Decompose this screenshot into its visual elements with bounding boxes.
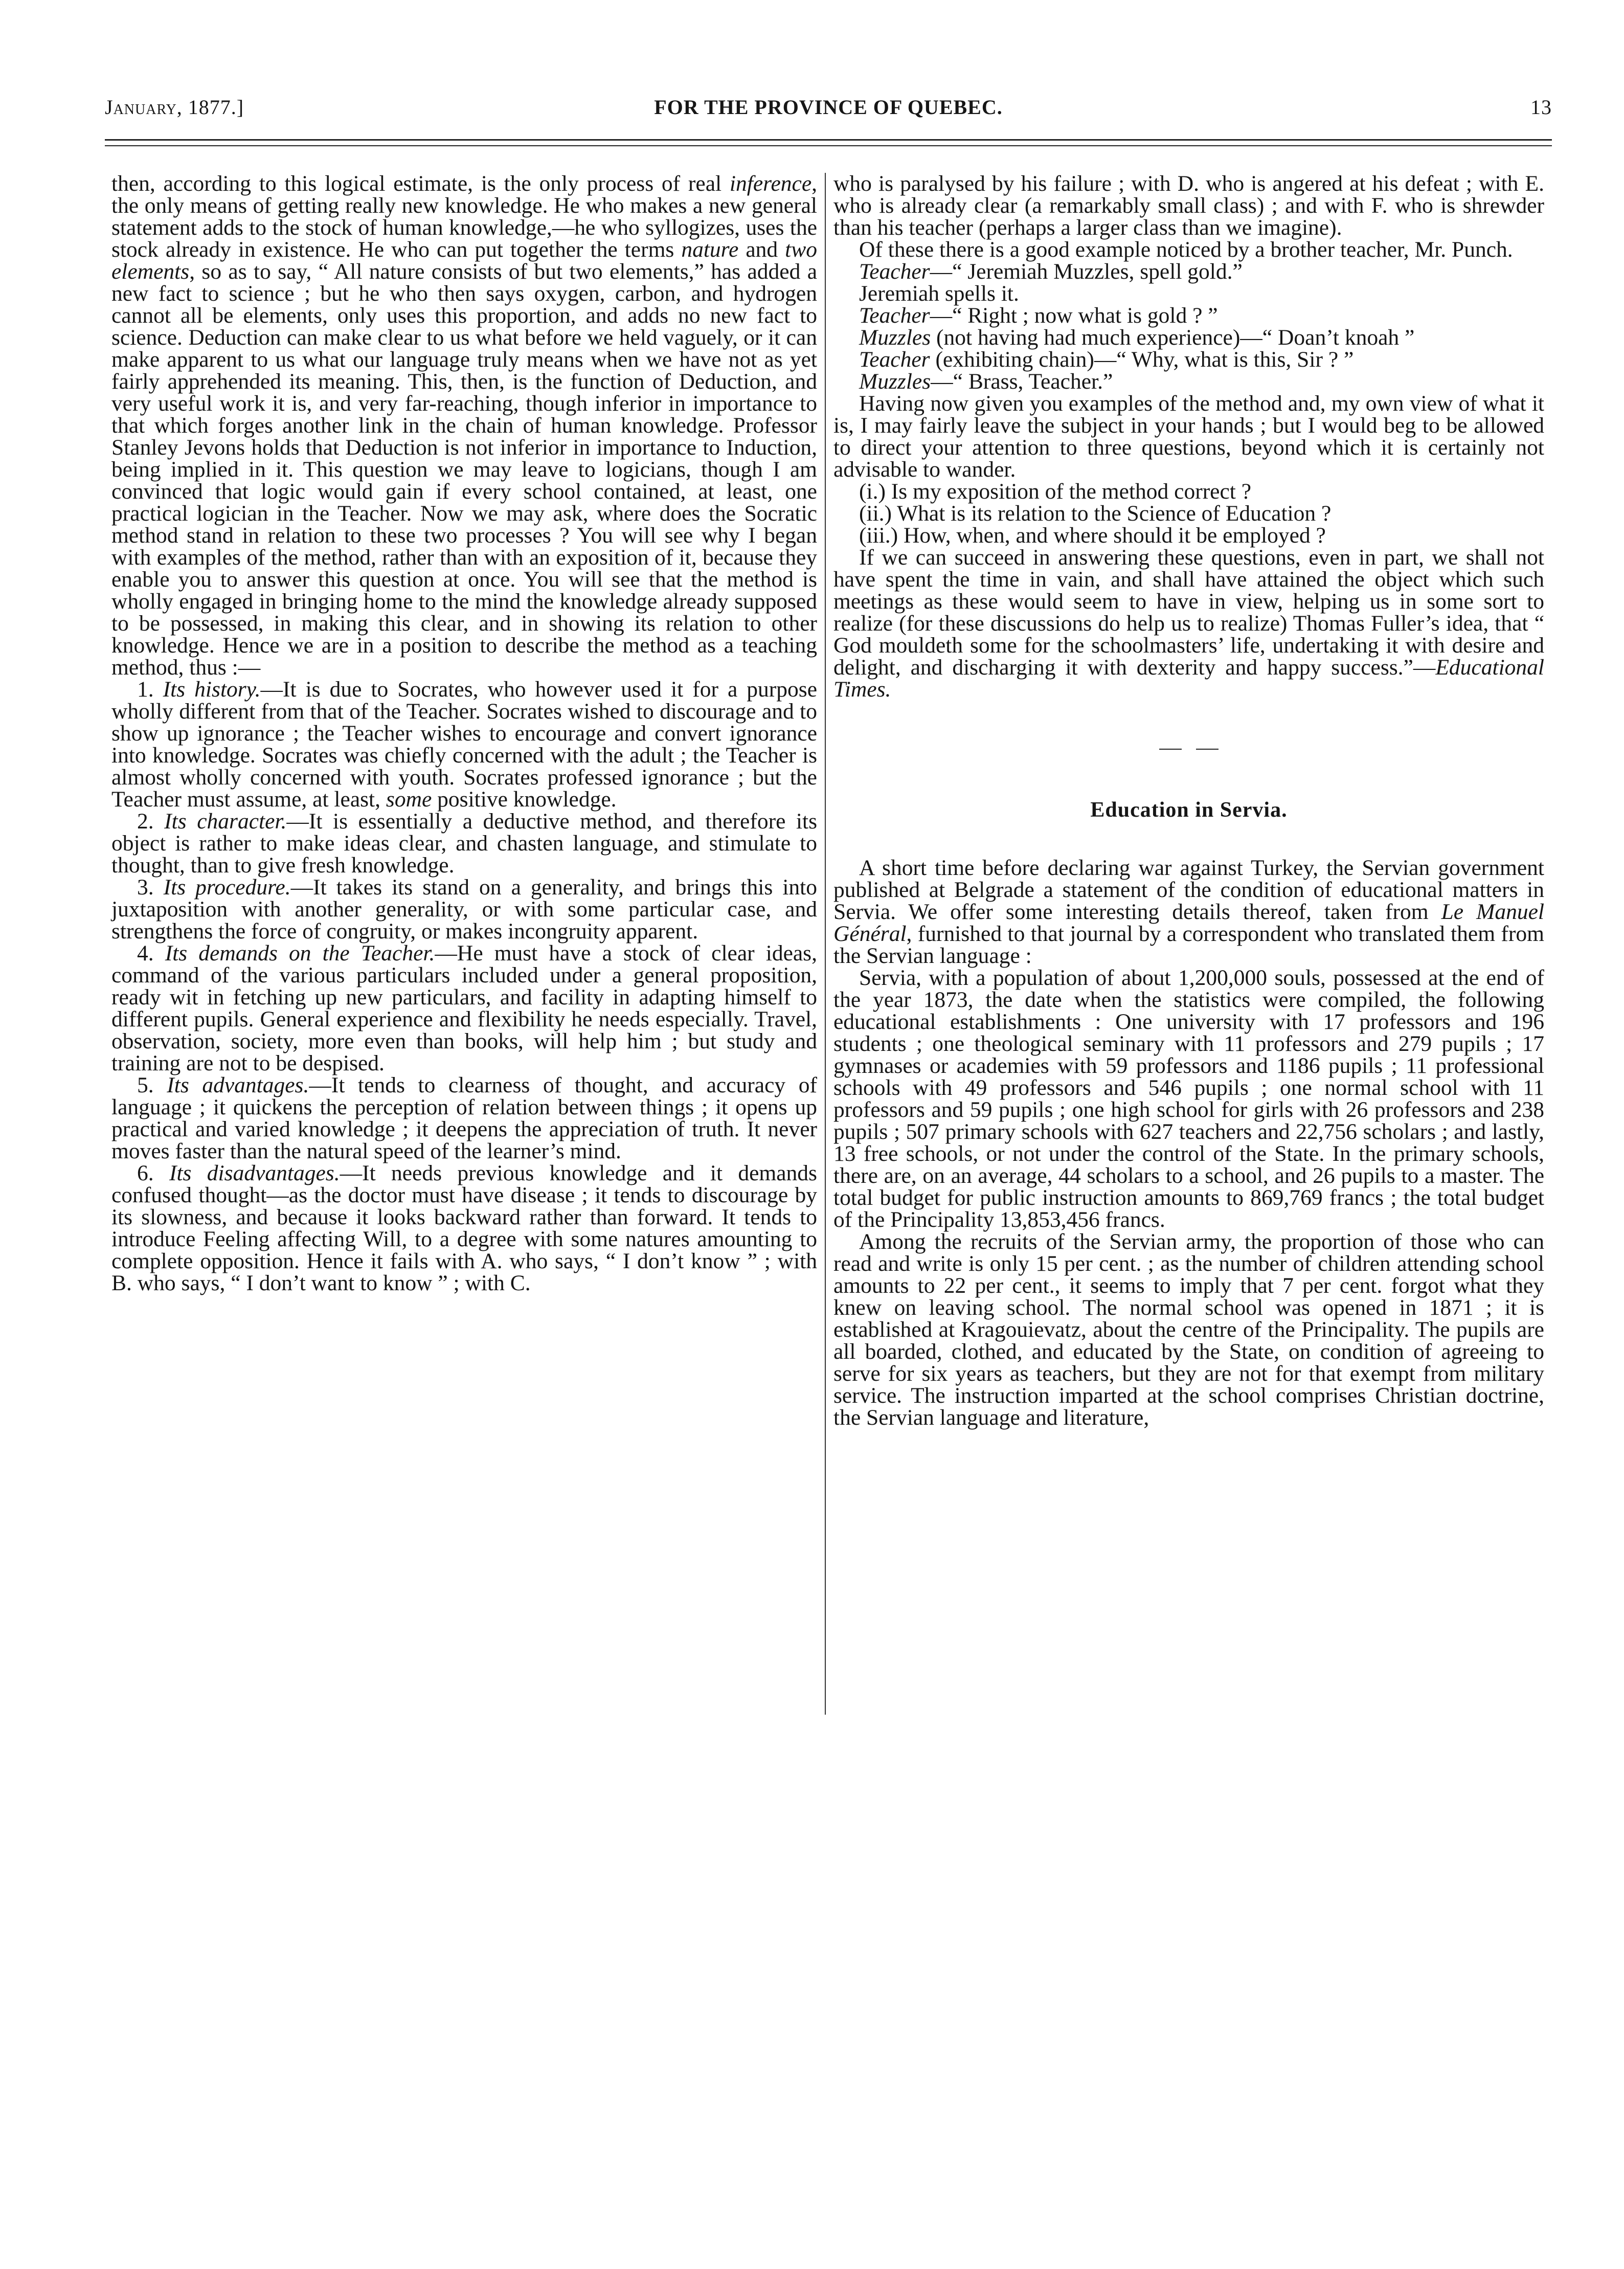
question-item: (ii.) What is its relation to the Science of Education ? [859,501,1332,526]
page-header [105,92,1552,123]
list-item: 4. Its demands on the Teacher.—He must have a stock of clear ideas, command of the various particulars included under a general proposition, ready wit in fetching up new particulars, and facility in adapting himself to different pupils. General experience and flexibility he needs especially. Travel, observation, society, more even than books, will help him ; but study and training are not to be despised. [111,941,817,1075]
list-item: 1. Its history.—It is due to Socrates, who however used it for a purpose wholly different from that of the Teacher. Socrates wished to discourage and to show up ignorance ; the Teacher wishes to encourage and convert ignorance into knowledge. Socrates was chiefly concerned with the adult ; the Teacher is almost wholly concerned with youth. Socrates professed ignorance ; but the Teacher must assume, at least, some positive knowledge. [111,677,818,812]
dialog-line: Teacher—“ Right ; now what is gold ? ” [859,303,1218,328]
dialog-line: Teacher—“ Jeremiah Muzzles, spell gold.” [859,259,1243,284]
header-date: January, 1877.] [105,96,244,119]
dialog-line: Teacher (exhibiting chain)—“ Why, what is this, Sir ? ” [859,347,1354,372]
paragraph: then, according to this logical estimate, is the only process of real inference, the only means of getting really new knowledge. He who makes a new general statement adds to the stock of human knowledge,—he who syllogizes, uses the stock already in existence. He who can put together the terms nature and two elements, so as to say, “ All nature consists of but two elements,” has added a new fact to science ; but he who then says oxygen, carbon, and hydrogen cannot all be elements, only uses this proportion, and adds no new fact to science. Deduction can make clear to us what before we held vaguely, or it can make apparent to us what our language truly means when we have not as yet fairly apprehended its meaning. This, then, is the function of Deduction, and very useful work it is, and very far-reaching, though inferior in importance to that which forges another link in the chain of human knowledge. Professor Stanley Jevons holds that Deduction is not inferior in importance to Induction, being implied in it. This question we may leave to logicians, though I am convinced that logic would gain if every school contained, at least, one practical logician in the Teacher. Now we may ask, where does the Socratic method stand in relation to these two processes ? You will see why I began with examples of the method, rather than with an exposition of it, because they enable you to answer this question at once. You will see that the method is wholly engaged in bringing home to the mind the knowledge already supposed to be possessed, in making this clear, and in showing its relation to other knowledge. Hence we are in a position to describe the method as a teaching method, thus :— [111,171,817,680]
question-item: (iii.) How, when, and where should it be employed ? [859,523,1326,548]
method-list [111,679,817,1294]
header-rule [105,139,1552,141]
paragraph: who is paralysed by his failure ; with D. who is angered at his defeat ; with E. who is already clear (a remarkably small class) ; and with F. who is shrewder than his teacher (perhaps a larger class than we imagine). [833,171,1544,240]
section-separator [833,736,1544,758]
paragraph: A short time before declaring war against Turkey, the Servian government published at Belgrade a statement of the condition of educational matters in Servia. We offer some interesting details thereof, taken from Le Manuel Général, furnished to that journal by a correspondent who translated them from the Servian language : [833,856,1544,968]
header-title: FOR THE PROVINCE OF QUEBEC. [654,96,1003,119]
dialog-line: Muzzles—“ Brass, Teacher.” [859,369,1113,394]
question-item: (i.) Is my exposition of the method correct ? [859,479,1252,504]
paragraph: If we can succeed in answering these questions, even in part, we shall not have spent the time in vain, and shall have attained the object which such meetings as these would seem to have in view, helping us in some sort to realize (for these discussions do help us to realize) Thomas Fuller’s idea, that “ God mouldeth some for the schoolmasters’ life, undertaking it with desire and delight, and discharging it with dexterity and happy success.”—Educational Times. [833,545,1544,702]
list-item: 2. Its character.—It is essentially a deductive method, and therefore its object is rather to make ideas clear, and chasten language, and stimulate to thought, than to give fresh knowledge. [111,809,818,878]
paragraph: Among the recruits of the Servian army, the proportion of those who can read and write is only 15 per cent. ; as the number of children attending school amounts to 22 per cent., it seems to imply that 7 per cent. forgot what they knew on leaving school. The normal school was opened in 1871 ; it is established at Kragouievatz, about the centre of the Principality. The pupils are all boarded, clothed, and educated by the State, on condition of agreeing to serve for six years as teachers, but they are not for that exempt from military service. The instruction imparted at the school comprises Christian doctrine, the Servian language and literature, [833,1229,1544,1430]
dialog-line: Muzzles (not having had much experience)—“ Doan’t knoah ” [859,325,1415,350]
list-item: 3. Its procedure.—It takes its stand on a generality, and brings this into juxtaposition with another generality, or with some particular case, and strengthens the force of congruity, or makes incongruity apparent. [111,875,818,943]
dialog-line: Jeremiah spells it. [859,281,1019,306]
list-item: 6. Its disadvantages.—It needs previous knowledge and it demands confused thought—as the doctor must have disease ; it tends to discourage by its slowness, and because it looks backward rather than forward. It tends to introduce Feeling affecting Will, to a degree with some natures amounting to complete opposition. Hence it fails with A. who says, “ I don’t know ” ; with B. who says, “ I don’t want to know ” ; with C. [111,1161,817,1295]
paragraph: Having now given you examples of the method and, my own view of what it is, I may fairly leave the subject in your hands ; but I would beg to be allowed to direct your attention to three questions, beyond which it is certainly not advisable to wander. [833,391,1544,482]
list-item: 5. Its advantages.—It tends to clearness of thought, and accuracy of language ; it quickens the perception of relation between things ; it opens up practical and varied knowledge ; it deepens the appreciation of truth. It never moves faster than the natural speed of the learner’s mind. [111,1073,817,1163]
paragraph: Servia, with a population of about 1,200,000 souls, possessed at the end of the year 1873, the date when the statistics were compiled, the following educational establishments : One university with 17 professors and 196 students ; one theological seminary with 11 professors and 279 pupils ; 17 gymnases or academies with 59 professors and 1186 pupils ; 11 professional schools with 49 professors and 546 pupils ; one normal school with 11 professors and 59 pupils ; one high school for girls with 26 professors and 238 pupils ; 507 primary schools with 627 teachers and 22,756 scholars ; and lastly, 13 free schools, or not under the control of the State. In the primary schools, there are, on an average, 44 scholars to a school, and 26 pupils to a master. The total budget for public instruction amounts to 869,769 francs ; the total budget of the Principality 13,853,456 francs. [833,965,1544,1232]
paragraph: Of these there is a good example noticed by a brother teacher, Mr. Punch. [859,237,1513,262]
page-number: 13 [1530,96,1552,119]
left-column [111,173,817,1294]
header-rule-thin [105,145,1552,146]
section-heading: Education in Servia. [1090,798,1288,822]
column-divider [825,173,826,1715]
right-column [833,173,1544,1429]
